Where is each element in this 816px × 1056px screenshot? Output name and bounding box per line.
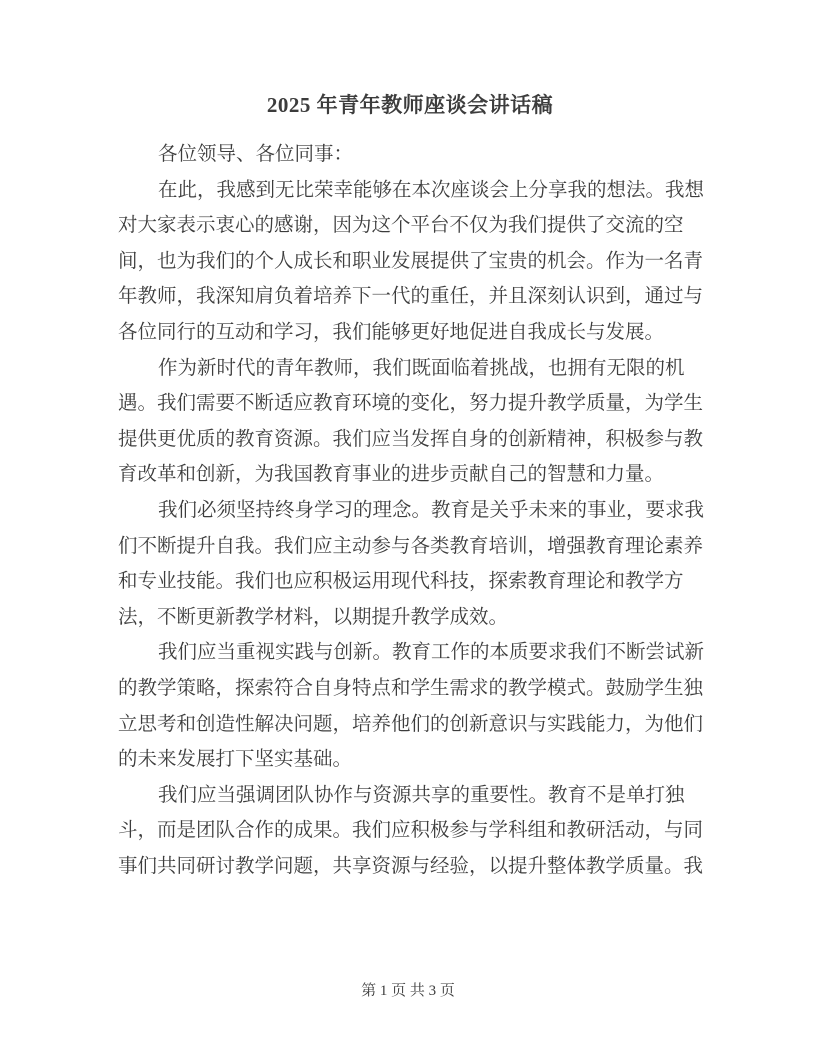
text-line: 的教学策略，探索符合自身特点和学生需求的教学模式。鼓励学生独 (118, 677, 704, 699)
page-number-indicator: 第 1 页 共 3 页 (361, 983, 455, 999)
text-line: 各位领导、各位同事： (158, 144, 354, 165)
text-line: 立思考和创造性解决问题，培养他们的创新意识与实践能力，为他们 (118, 713, 704, 735)
text-line: 提供更优质的教育资源。我们应当发挥自身的创新精神，积极参与教 (118, 428, 704, 450)
text-line: 年教师，我深知肩负着培养下一代的重任，并且深刻认识到，通过与 (118, 286, 704, 308)
page-footer (0, 980, 816, 1002)
text-line: 在此，我感到无比荣幸能够在本次座谈会上分享我的想法。我想 (158, 179, 705, 201)
text-line: 间，也为我们的个人成长和职业发展提供了宝贵的机会。作为一名青 (118, 250, 704, 272)
text-line: 的未来发展打下坚实基础。 (118, 749, 353, 771)
text-line: 和专业技能。我们也应积极运用现代科技，探索教育理论和教学方 (118, 571, 684, 593)
text-line: 作为新时代的青年教师，我们既面临着挑战，也拥有无限的机 (158, 357, 685, 379)
text-line: 们不断提升自我。我们应主动参与各类教育培训，增强教育理论素养 (118, 535, 704, 557)
text-line: 法，不断更新教学材料，以期提升教学成效。 (118, 606, 509, 628)
text-line: 各位同行的互动和学习，我们能够更好地促进自我成长与发展。 (118, 321, 665, 343)
document-title: 2025 年青年教师座谈会讲话稿 (266, 93, 554, 117)
text-line: 我们应当强调团队协作与资源共享的重要性。教育不是单打独 (158, 784, 685, 806)
text-line: 事们共同研讨教学问题，共享资源与经验，以提升整体教学质量。我 (118, 855, 704, 877)
text-line: 对大家表示衷心的感谢，因为这个平台不仅为我们提供了交流的空 (118, 215, 684, 237)
text-line: 遇。我们需要不断适应教育环境的变化，努力提升教学质量，为学生 (118, 393, 704, 415)
text-line: 我们应当重视实践与创新。教育工作的本质要求我们不断尝试新 (158, 642, 705, 664)
document-body (118, 137, 716, 884)
text-line: 育改革和创新，为我国教育事业的进步贡献自己的智慧和力量。 (118, 464, 665, 486)
text-line: 我们必须坚持终身学习的理念。教育是关乎未来的事业，要求我 (158, 499, 705, 521)
text-line: 斗，而是团队合作的成果。我们应积极参与学科组和教研活动，与同 (118, 820, 704, 842)
